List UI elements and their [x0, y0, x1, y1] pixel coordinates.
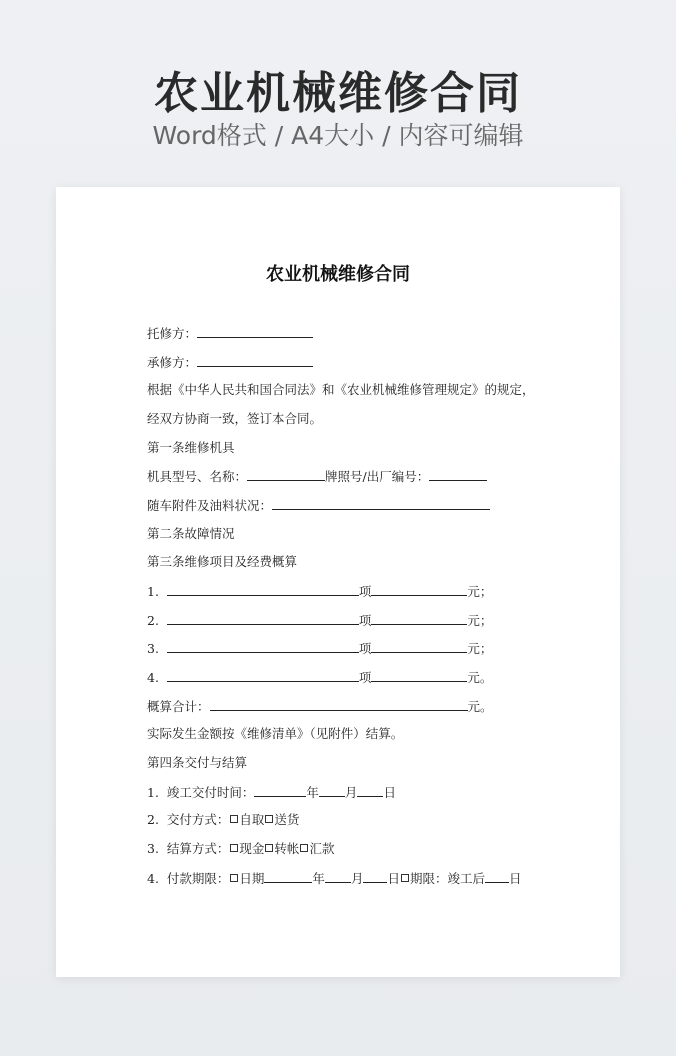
cost-item-end: 元； [467, 584, 493, 599]
term-checkbox[interactable] [401, 874, 409, 882]
cost-item-row [147, 611, 492, 630]
cash-label: 现金 [239, 841, 265, 856]
cost-amount-blank[interactable] [371, 582, 467, 596]
cost-item-row [147, 582, 492, 601]
date-label: 日期 [239, 871, 265, 886]
transfer-checkbox[interactable] [265, 844, 273, 852]
cost-item-unit: 项 [358, 584, 372, 599]
repairer-label: 承修方： [147, 355, 198, 370]
pay-month-label: 月 [350, 871, 364, 886]
cost-amount-blank[interactable] [371, 611, 467, 625]
client-label: 托修方： [147, 326, 198, 341]
term-day-label: 日 [508, 871, 522, 886]
completion-time-label: 竣工交付时间： [166, 785, 255, 800]
article2-heading: 第二条故障情况 [147, 526, 235, 541]
pay-year-label: 年 [312, 871, 325, 886]
model-blank[interactable] [247, 467, 325, 481]
cost-amount-blank[interactable] [371, 668, 467, 682]
cost-amount-blank[interactable] [371, 639, 467, 653]
cost-item-num: 4. [147, 670, 159, 685]
document-page [56, 187, 620, 977]
day-label: 日 [383, 785, 396, 800]
model-line [147, 467, 487, 486]
banner-title: 农业机械维修合同 [154, 68, 522, 119]
month-blank[interactable] [319, 783, 345, 797]
item-num: 2. [147, 812, 159, 827]
cost-item-unit: 项 [358, 613, 372, 628]
pay-day-blank[interactable] [363, 869, 387, 883]
day-blank[interactable] [357, 783, 383, 797]
intro-line-2: 经双方协商一致，签订本合同。 [147, 411, 323, 426]
cost-item-num: 1. [147, 584, 159, 599]
self-pickup-label: 自取 [239, 812, 265, 827]
article3-heading: 第三条维修项目及经费概算 [147, 554, 298, 569]
document-title: 农业机械维修合同 [266, 264, 410, 285]
total-line [147, 697, 493, 716]
term-label: 期限：竣工后 [409, 871, 485, 886]
article4-heading: 第四条交付与结算 [147, 755, 248, 770]
date-checkbox[interactable] [230, 874, 238, 882]
actual-note: 实际发生金额按《维修清单》（见附件）结算。 [147, 726, 404, 741]
settlement-method-line [147, 840, 334, 858]
accessories-label: 随车附件及油料状况： [147, 498, 273, 513]
cost-item-unit: 项 [358, 641, 372, 656]
self-pickup-checkbox[interactable] [230, 815, 238, 823]
item-num: 1. [147, 785, 159, 800]
payment-term-label: 付款期限： [166, 871, 230, 886]
accessories-blank[interactable] [272, 496, 490, 510]
pay-day-label: 日 [387, 871, 400, 886]
repairer-blank[interactable] [197, 353, 313, 367]
payment-term-line [147, 869, 522, 888]
cost-item-end: 元； [467, 641, 493, 656]
cost-item-num: 2. [147, 613, 159, 628]
delivery-checkbox[interactable] [265, 815, 273, 823]
delivery-method-line [147, 811, 299, 829]
cost-item-unit: 项 [358, 670, 372, 685]
banner-subtitle: Word格式 / A4大小 / 内容可编辑 [152, 121, 524, 150]
delivery-method-label: 交付方式： [166, 812, 230, 827]
total-end: 元。 [467, 699, 493, 714]
client-blank[interactable] [197, 324, 313, 338]
year-blank[interactable] [254, 783, 306, 797]
article1-heading: 第一条维修机具 [147, 440, 235, 455]
delivery-label: 送货 [274, 812, 300, 827]
cost-item-blank[interactable] [167, 582, 359, 596]
cost-item-row [147, 639, 492, 658]
transfer-label: 转帐 [274, 841, 300, 856]
cash-checkbox[interactable] [230, 844, 238, 852]
repairer-line [147, 353, 313, 372]
pay-month-blank[interactable] [325, 869, 351, 883]
settlement-method-label: 结算方式： [166, 841, 230, 856]
client-line [147, 324, 313, 343]
cost-item-row [147, 668, 492, 687]
plate-blank[interactable] [429, 467, 487, 481]
cost-item-blank[interactable] [167, 611, 359, 625]
total-blank[interactable] [210, 697, 468, 711]
model-label: 机具型号、名称： [147, 469, 248, 484]
item-num: 4. [147, 871, 159, 886]
month-label: 月 [344, 785, 358, 800]
completion-time-line [147, 783, 396, 802]
accessories-line [147, 496, 490, 515]
remittance-checkbox[interactable] [300, 844, 308, 852]
year-label: 年 [306, 785, 319, 800]
term-days-blank[interactable] [485, 869, 509, 883]
remittance-label: 汇款 [309, 841, 335, 856]
intro-line-1: 根据《中华人民共和国合同法》和《农业机械维修管理规定》的规定， [147, 382, 535, 397]
total-label: 概算合计： [147, 699, 210, 714]
cost-item-end: 元； [467, 613, 493, 628]
plate-label: 牌照号/出厂编号： [325, 469, 430, 484]
cost-item-num: 3. [147, 641, 159, 656]
cost-item-blank[interactable] [167, 668, 359, 682]
cost-item-blank[interactable] [167, 639, 359, 653]
item-num: 3. [147, 841, 159, 856]
pay-year-blank[interactable] [264, 869, 312, 883]
cost-item-end: 元。 [467, 670, 493, 685]
